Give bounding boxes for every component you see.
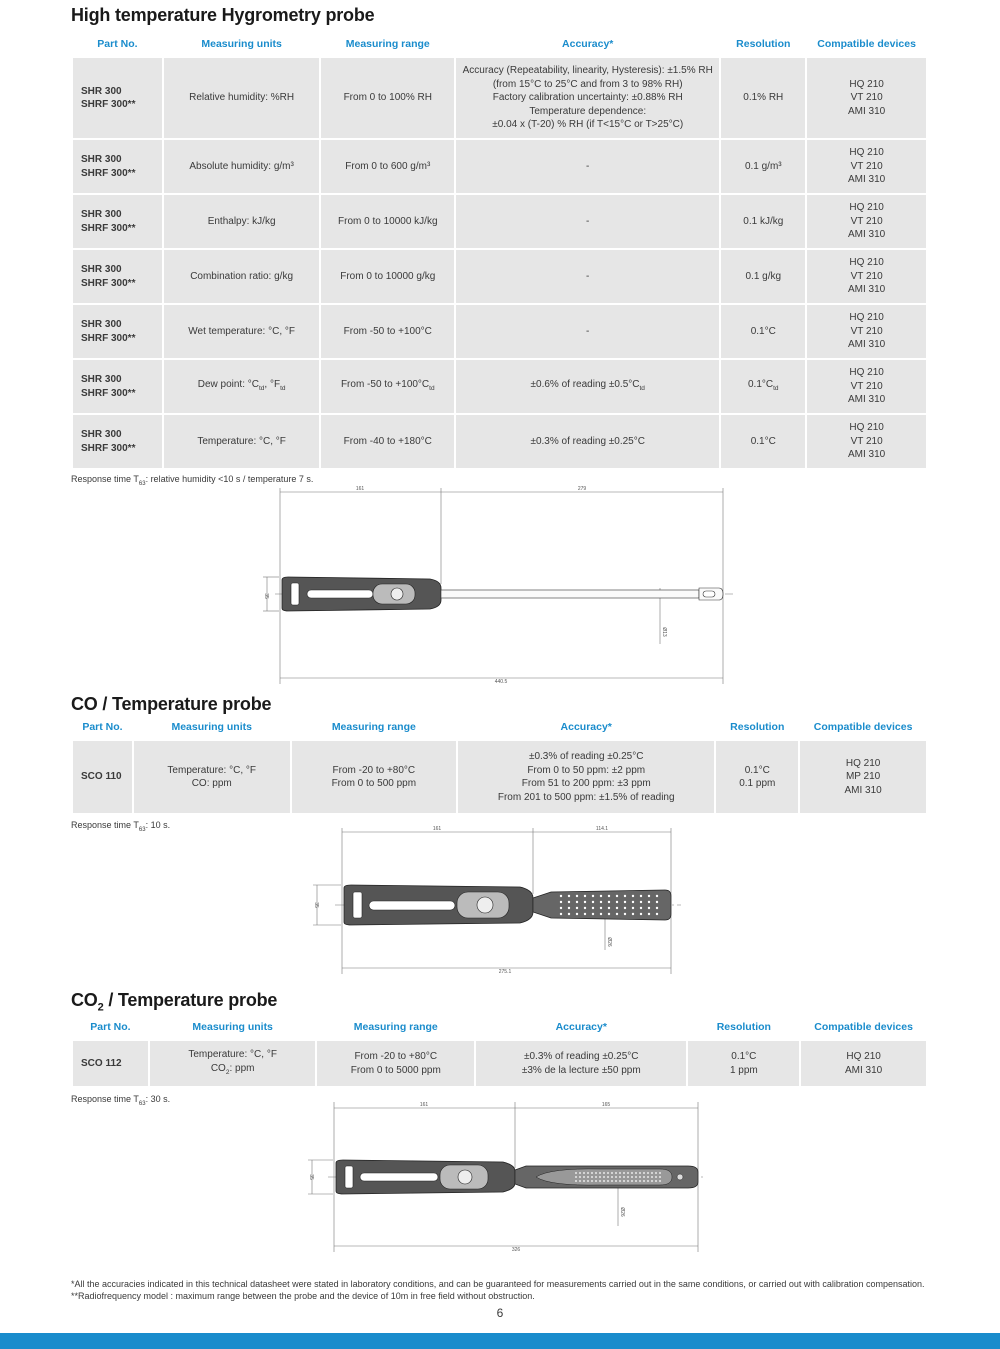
- co-accuracy: ±0.3% of reading ±0.25°C From 0 to 50 ppm: ±2 ppm From 51 to 200 ppm: ±3 ppm From 201 to 500 ppm: ±1.5% of reading: [458, 741, 714, 813]
- accuracy-cell: -: [456, 305, 719, 358]
- part-no-cell: SHR 300 SHRF 300**: [73, 360, 162, 413]
- table-row: [73, 741, 926, 813]
- co-dim-total: 275.1: [498, 969, 512, 975]
- devices-cell: HQ 210 VT 210 AMI 310: [807, 140, 926, 193]
- hygro-dim-height: 35: [263, 593, 269, 599]
- co-probe-drawing: [305, 824, 685, 976]
- co-dim-probe: 114.1: [595, 826, 609, 832]
- resolution-cell: 0.1°C: [721, 305, 805, 358]
- table-row: [73, 140, 926, 193]
- units-cell: Wet temperature: °C, °F: [164, 305, 320, 358]
- range-cell: From 0 to 600 g/m³: [321, 140, 454, 193]
- footnote-accuracy: *All the accuracies indicated in this technical datasheet were stated in laboratory conditions, and can be guaranteed for measurements carried out in the same conditions, or carried out with calibration compensation.: [71, 1279, 925, 1289]
- header-accuracy: Accuracy*: [562, 38, 614, 50]
- table-row: [73, 250, 926, 303]
- header-compatible-devices: Compatible devices: [814, 1021, 913, 1033]
- units-cell: Absolute humidity: g/m³: [164, 140, 320, 193]
- range-cell: From -50 to +100°C: [321, 305, 454, 358]
- accuracy-cell: -: [456, 250, 719, 303]
- table-row: [73, 58, 926, 138]
- hygro-dim-probe: 279: [577, 486, 587, 492]
- header-part-no: Part No.: [82, 721, 123, 733]
- table-row: [73, 360, 926, 413]
- hygro-dim-diameter: Ø13: [661, 627, 667, 637]
- resolution-cell: 0.1 g/kg: [721, 250, 805, 303]
- header-part-no: Part No.: [90, 1021, 131, 1033]
- header-measuring-units: Measuring units: [192, 1021, 273, 1033]
- footnote-radiofrequency: **Radiofrequency model : maximum range between the probe and the device of 10m in free field without obstruction.: [71, 1291, 535, 1301]
- co2-units: Temperature: °C, °F $CO_2$: ppm: [150, 1041, 316, 1086]
- co2-accuracy: ±0.3% of reading ±0.25°C ±3% de la lecture ±50 ppm: [476, 1041, 686, 1086]
- header-measuring-range: Measuring range: [353, 1021, 438, 1033]
- header-measuring-range: Measuring range: [331, 721, 416, 733]
- table-header-row: [73, 30, 926, 58]
- devices-cell: HQ 210 VT 210 AMI 310: [807, 250, 926, 303]
- devices-cell: HQ 210 VT 210 AMI 310: [807, 415, 926, 468]
- accuracy-cell: -: [456, 140, 719, 193]
- co2-response-time-note: Response time $T_{63}$: 30 s.: [71, 1094, 171, 1107]
- hygro-section-title: High temperature Hygrometry probe: [71, 5, 375, 25]
- hygro-response-time-note: Response time $T_{63}$: relative humidity <10 s / temperature 7 s.: [71, 474, 314, 487]
- part-no-cell: SHR 300 SHRF 300**: [73, 305, 162, 358]
- co2-dim-total: 326: [511, 1247, 521, 1253]
- part-no-cell: SHR 300 SHRF 300**: [73, 415, 162, 468]
- table-row: [73, 415, 926, 468]
- table-row: [73, 1041, 926, 1086]
- units-cell: Combination ratio: g/kg: [164, 250, 320, 303]
- co-spec-table: [71, 713, 928, 813]
- resolution-cell: 0.1% RH: [721, 58, 805, 138]
- resolution-cell: 0.1 g/m³: [721, 140, 805, 193]
- header-accuracy: Accuracy*: [560, 721, 612, 733]
- co-devices: HQ 210 MP 210 AMI 310: [800, 741, 926, 813]
- devices-cell: HQ 210 VT 210 AMI 310: [807, 305, 926, 358]
- header-resolution: Resolution: [716, 1021, 771, 1033]
- co-dim-diameter: Ø26: [606, 937, 612, 947]
- resolution-cell: $0.1^\circ C_{td}$: [721, 360, 805, 413]
- table-header-row: [73, 713, 926, 741]
- range-cell: From -50 to $+100^\circ C_{td}$: [321, 360, 454, 413]
- range-cell: From 0 to 10000 g/kg: [321, 250, 454, 303]
- part-no-cell: SHR 300 SHRF 300**: [73, 58, 162, 138]
- table-row: [73, 195, 926, 248]
- range-cell: From 0 to 10000 kJ/kg: [321, 195, 454, 248]
- hygro-probe-drawing: [255, 484, 745, 688]
- footnotes: [71, 1278, 924, 1302]
- header-measuring-range: Measuring range: [345, 38, 430, 50]
- header-compatible-devices: Compatible devices: [817, 38, 916, 50]
- part-no-cell: SHR 300 SHRF 300**: [73, 195, 162, 248]
- header-resolution: Resolution: [730, 721, 785, 733]
- co2-part-no: SCO 112: [73, 1041, 148, 1086]
- co2-range: From -20 to +80°C From 0 to 5000 ppm: [317, 1041, 474, 1086]
- part-no-cell: SHR 300 SHRF 300**: [73, 140, 162, 193]
- devices-cell: HQ 210 VT 210 AMI 310: [807, 58, 926, 138]
- co-part-no: SCO 110: [73, 741, 132, 813]
- range-cell: From -40 to +180°C: [321, 415, 454, 468]
- units-cell: Temperature: °C, °F: [164, 415, 320, 468]
- resolution-cell: 0.1°C: [721, 415, 805, 468]
- hygro-dim-total: 440.5: [494, 679, 508, 685]
- co-resolution: 0.1°C 0.1 ppm: [716, 741, 798, 813]
- resolution-cell: 0.1 kJ/kg: [721, 195, 805, 248]
- co-dim-handle: 161: [432, 826, 442, 832]
- co2-devices: HQ 210 AMI 310: [801, 1041, 926, 1086]
- header-measuring-units: Measuring units: [171, 721, 252, 733]
- part-no-cell: SHR 300 SHRF 300**: [73, 250, 162, 303]
- accuracy-cell: ±0.3% of reading ±0.25°C: [456, 415, 719, 468]
- units-cell: Dew point: $^\circ C_{td}$, $^\circ F_{td}$: [164, 360, 320, 413]
- units-cell: Relative humidity: %RH: [164, 58, 320, 138]
- co2-dim-probe: 165: [601, 1102, 611, 1108]
- devices-cell: HQ 210 VT 210 AMI 310: [807, 195, 926, 248]
- accuracy-cell: ±0.6% of reading $\pm 0.5^\circ C_{td}$: [456, 360, 719, 413]
- co2-dim-height: 35: [308, 1174, 314, 1180]
- footer-accent-bar: [0, 1333, 1000, 1349]
- co2-dim-diameter: Ø26: [619, 1207, 625, 1217]
- co-units: Temperature: °C, °F CO: ppm: [134, 741, 290, 813]
- header-accuracy: Accuracy*: [555, 1021, 607, 1033]
- co2-spec-table: [71, 1013, 928, 1086]
- co-section-title: CO / Temperature probe: [71, 694, 272, 714]
- header-measuring-units: Measuring units: [201, 38, 282, 50]
- range-cell: From 0 to 100% RH: [321, 58, 454, 138]
- page-number: 6: [496, 1306, 504, 1320]
- co-range: From -20 to +80°C From 0 to 500 ppm: [292, 741, 457, 813]
- co2-resolution: 0.1°C 1 ppm: [688, 1041, 799, 1086]
- table-row: [73, 305, 926, 358]
- accuracy-cell: Accuracy (Repeatability, linearity, Hysteresis): ±1.5% RH (from 15°C to 25°C and from 3 to 98% RH) Factory calibration uncertainty: ±0.88% RH Temperature dependence: ±0.04 x (T-20) % RH (if T<15°C or T>25°C): [456, 58, 719, 138]
- header-part-no: Part No.: [97, 38, 138, 50]
- table-header-row: [73, 1013, 926, 1041]
- co-response-time-note: Response time $T_{63}$: 10 s.: [71, 820, 171, 833]
- hygro-dim-handle: 161: [355, 486, 365, 492]
- hygro-spec-table: [71, 30, 928, 468]
- devices-cell: HQ 210 VT 210 AMI 310: [807, 360, 926, 413]
- co-dim-height: 35: [313, 902, 319, 908]
- units-cell: Enthalpy: kJ/kg: [164, 195, 320, 248]
- co2-probe-drawing: [300, 1098, 710, 1254]
- header-resolution: Resolution: [736, 38, 791, 50]
- header-compatible-devices: Compatible devices: [813, 721, 913, 733]
- co2-dim-handle: 161: [419, 1102, 429, 1108]
- co2-section-title: $CO_2$ / Temperature probe: [71, 990, 278, 1014]
- accuracy-cell: -: [456, 195, 719, 248]
